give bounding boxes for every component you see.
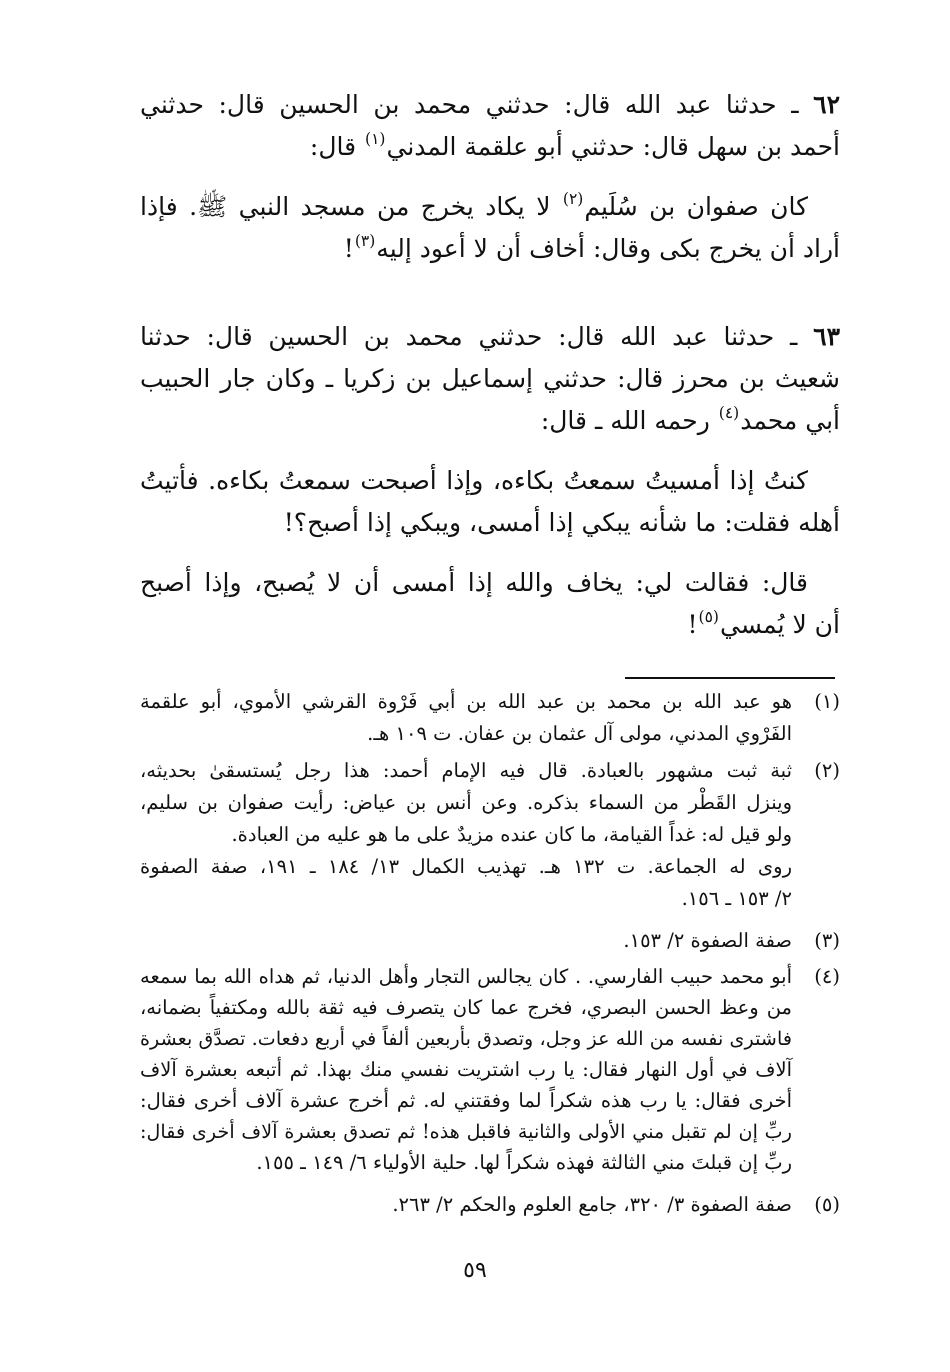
page-number: ٥٩ (463, 1258, 487, 1283)
footnote-4-line: ربِّ إن لم تقبل مني الأولى والثانية فاقبل هذه! ثم تصدق بعشرة آلاف أخرى فقال: (140, 1120, 792, 1143)
footnote-2-line: روى له الجماعة. ت ١٣٢ هـ. تهذيب الكمال ١٣/ ١٨٤ ـ ١٩١، صفة الصفوة (140, 855, 792, 878)
hadith-62-isnad-line-2: أحمد بن سهل قال: حدثني أبو علقمة المدني$^{(١)}$ قال: (309, 130, 840, 161)
footnote-4-line: من وعظ الحسن البصري، فخرج عما كان يتصرف فيه ثقة بالله ومكتفياً بضمانه، (140, 996, 792, 1019)
footnote-4-line: ربِّ إن قبلتَ مني الثالثة فهذه شكراً لها. حلية الأولياء ٦/ ١٤٩ ـ ١٥٥. (256, 1151, 792, 1174)
hadith-63-isnad-line-1: ٦٣ ـ حدثنا عبد الله قال: حدثني محمد بن الحسين قال: حدثنا (140, 322, 840, 351)
hadith-62-text-line-2: أراد أن يخرج بكى وقال: أخاف أن لا أعود إليه$^{(٣)}$! (343, 232, 840, 263)
hadith-62 (140, 90, 840, 290)
hadith-63-para-2-line-2: أن لا يُمسي$^{(٥)}$! (687, 608, 840, 639)
footnote-label: (١) (814, 690, 840, 713)
footnote-5-line: صفة الصفوة ٣/ ٣٢٠، جامع العلوم والحكم ٢/ ٢٦٣. (392, 1193, 792, 1216)
hadith-number: ٦٣ (813, 322, 840, 351)
footnote-label: (٥) (814, 1193, 840, 1216)
footnote-4-line: أبو محمد حبيب الفارسي. . كان يجالس التجار وأهل الدنيا، ثم هداه الله بما سمعه (140, 965, 792, 988)
hadith-63-isnad-line-3: أبي محمد$^{(٤)}$ رحمه الله ـ قال: (540, 404, 840, 435)
hadith-63 (140, 322, 840, 652)
footnote-1-line: هو عبد الله بن محمد بن عبد الله بن أبي فَرْوة القرشي الأموي، أبو علقمة (140, 690, 792, 713)
footnote-ref: (٢) (562, 190, 584, 209)
footnote-separator (625, 677, 835, 679)
footnote-label: (٤) (814, 965, 840, 988)
footnote-label: (٢) (814, 759, 840, 782)
hadith-62-text-line-1: كان صفوان بن سُلَيم$^{(٢)}$ لا يكاد يخرج من مسجد النبي ﷺ. فإذا (140, 190, 808, 221)
hadith-62-isnad-line-1: ٦٢ ـ حدثنا عبد الله قال: حدثني محمد بن الحسين قال: حدثني (140, 90, 840, 119)
hadith-63-para-1-line-2: أهله فقلت: ما شأنه يبكي إذا أمسى، ويبكي إذا أصبح؟! (283, 508, 840, 537)
footnote-label: (٣) (814, 929, 840, 952)
footnote-2-line: وينزل القَطْر من السماء بذكره. وعن أنس بن عياض: رأيت صفوان بن سليم، (140, 791, 792, 814)
hadith-63-isnad-line-2: شعيث بن محرز قال: حدثني إسماعيل بن زكريا ـ وكان جار الحبيب (140, 364, 840, 393)
footnote-ref: (٥) (698, 608, 719, 627)
footnote-2-line: ولو قيل له: غداً القيامة، ما كان عنده مزيدٌ على ما هو عليه من العبادة. (231, 823, 792, 846)
footnote-4-line: أخرى فقال: يا رب هذه شكراً لما وفقتني له. ثم أخرج عشرة آلاف أخرى فقال: (140, 1089, 792, 1112)
footnote-4-line: آلاف في أول النهار فقال: يا رب اشتريت نفسي منك بهذا. ثم أتبعه بعشرة آلاف (140, 1058, 792, 1081)
footnote-2-line: ٢/ ١٥٣ ـ ١٥٦. (681, 887, 792, 910)
hadith-63-para-1-line-1: كنتُ إذا أمسيتُ سمعتُ بكاءه، وإذا أصبحت سمعتُ بكاءه. فأتيتُ (140, 466, 808, 495)
hadith-63-para-2-line-1: قال: فقالت لي: يخاف والله إذا أمسى أن لا يُصبح، وإذا أصبح (140, 568, 808, 597)
footnote-ref: (١) (365, 130, 386, 149)
footnote-ref: (٤) (718, 404, 740, 423)
footnote-ref: (٣) (354, 232, 376, 251)
footnote-3-line: صفة الصفوة ٢/ ١٥٣. (623, 929, 792, 952)
footnotes (140, 690, 840, 1230)
hadith-number: ٦٢ (813, 90, 840, 119)
footnote-4-line: فاشترى نفسه من الله عز وجل، وتصدق بأربعين ألفاً في أربع دفعات. تصدَّق بعشرة (140, 1027, 792, 1050)
footnote-2-line: ثبة ثبت مشهور بالعبادة. قال فيه الإمام أحمد: هذا رجل يُستسقىٰ بحديثه، (140, 759, 792, 782)
footnote-1-line: الفَرْوي المدني، مولى آل عثمان بن عفان. ت ١٠٩ هـ. (367, 722, 792, 745)
